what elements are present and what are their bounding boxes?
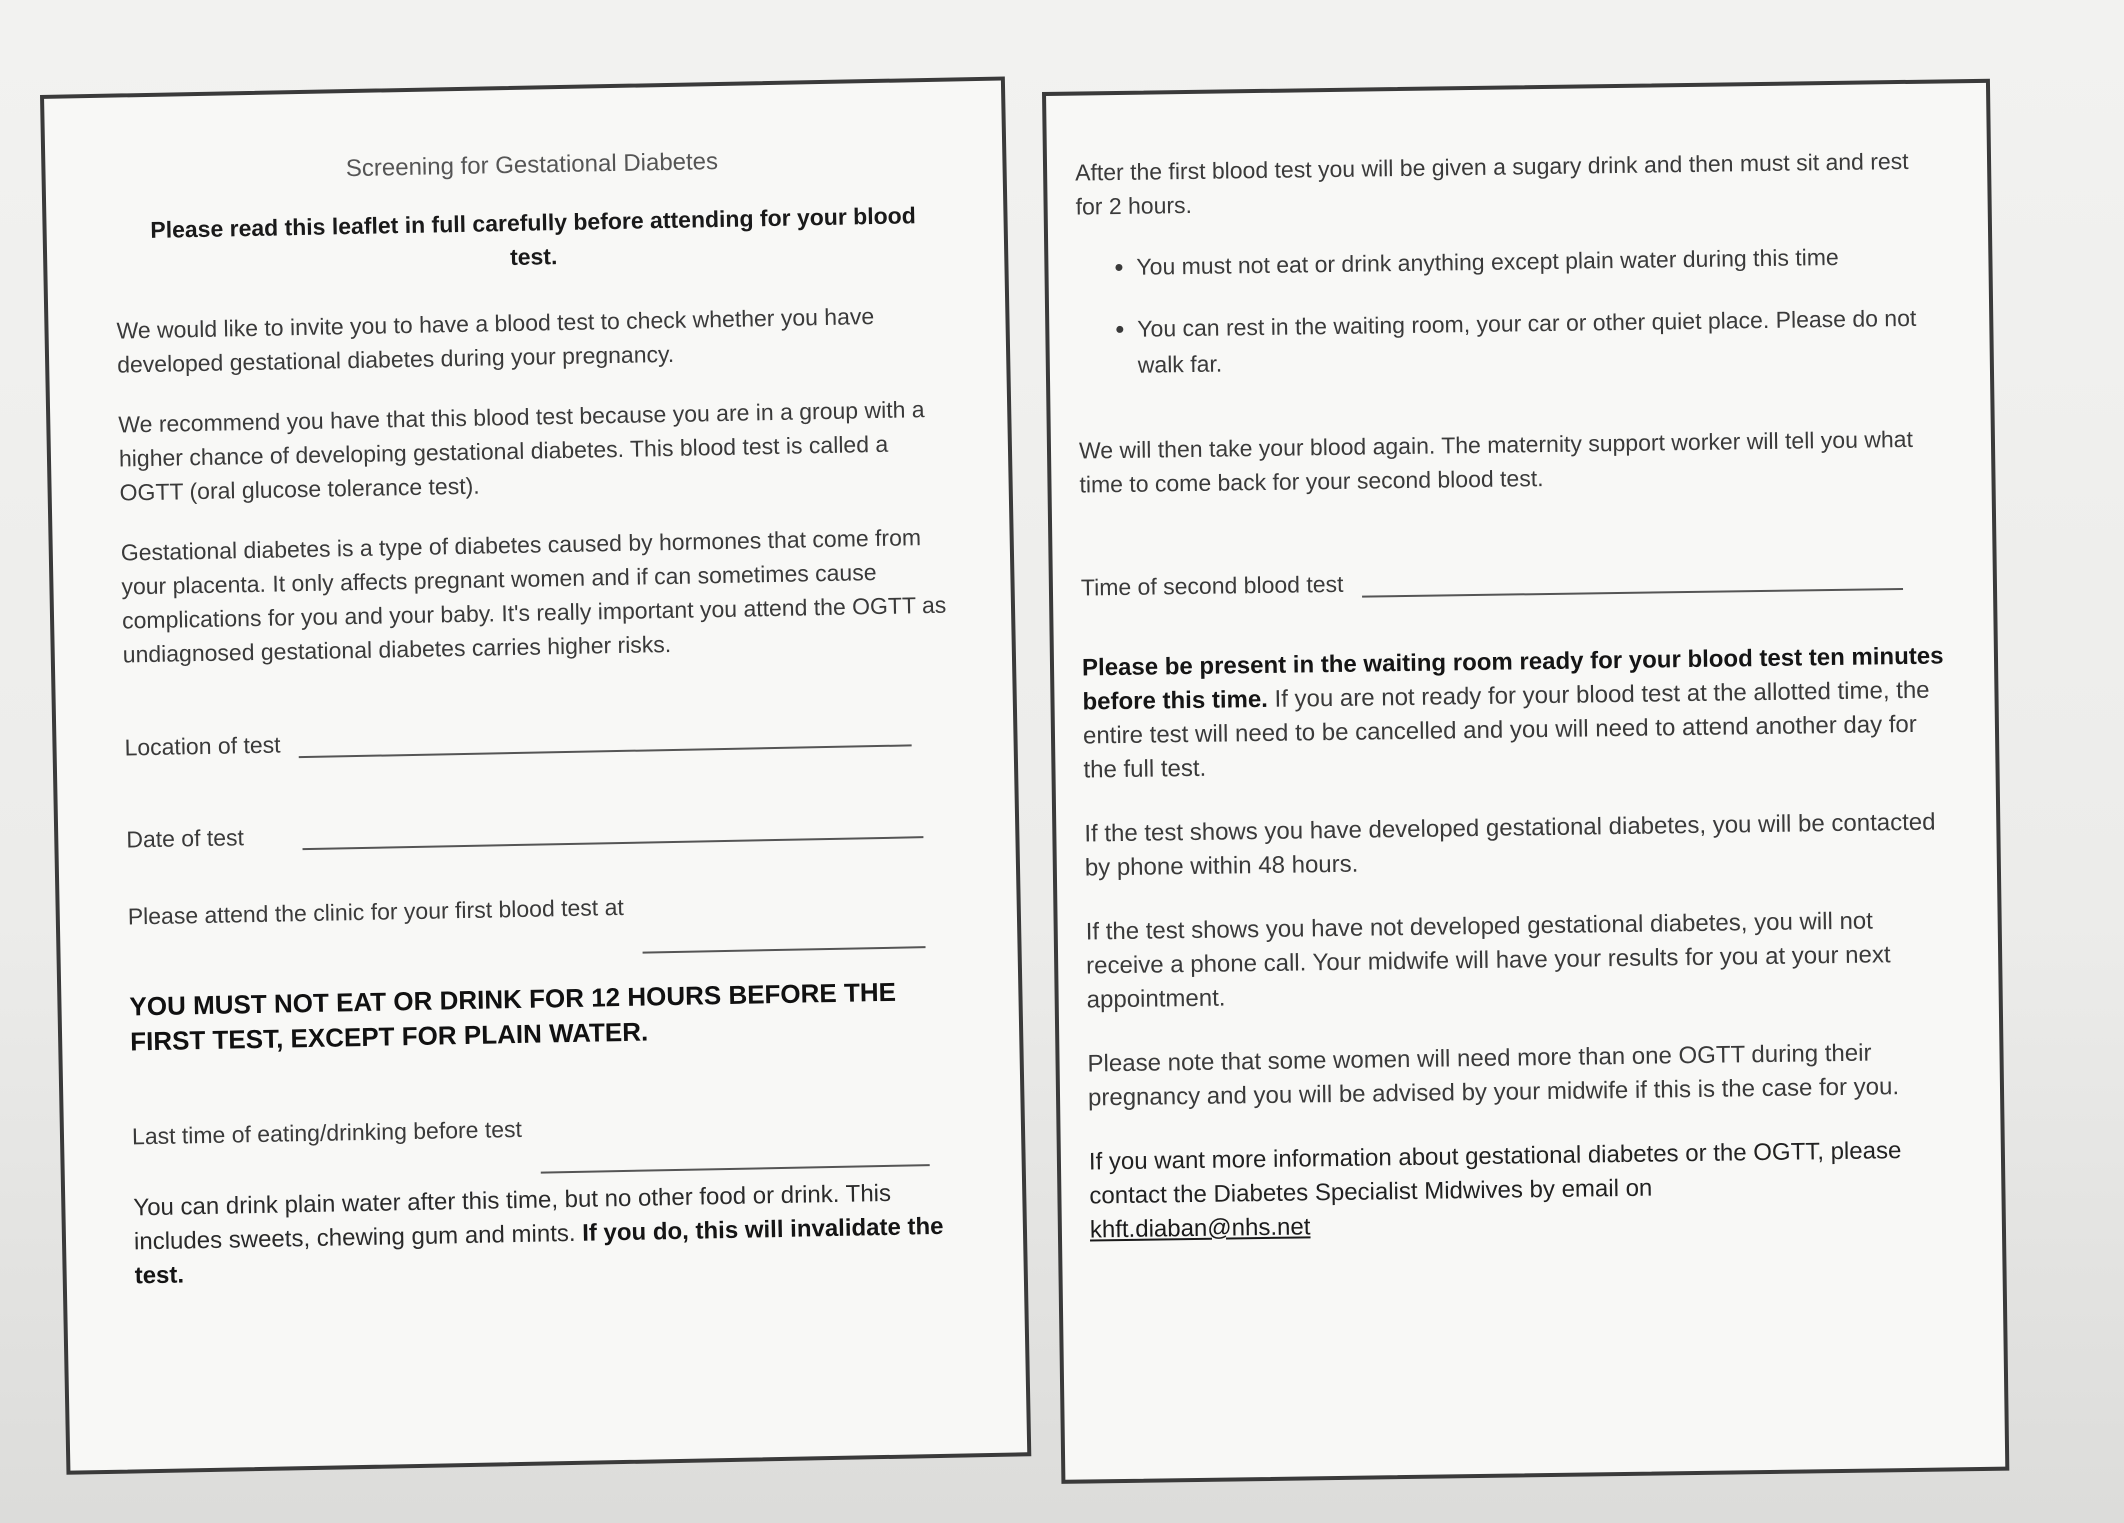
date-field xyxy=(126,787,964,853)
last-meal-label: Last time of eating/drinking before test xyxy=(131,1115,523,1150)
list-item: • You can rest in the waiting room, your car or other quiet place. Please do not walk far. xyxy=(1137,299,1940,382)
first-test-time-field xyxy=(127,879,965,963)
contact-text: If you want more information about gestational diabetes or the OGTT, please contact the Diabetes Specialist Midwives by email on xyxy=(1088,1137,1902,1210)
second-test-time-label: Time of second blood test xyxy=(1080,570,1344,601)
positive-result-paragraph: If the test shows you have developed gestational diabetes, you will be contacted by phone within 48 hours. xyxy=(1084,808,1936,882)
multiple-ogtt-note: Please note that some women will need more than one OGTT during their pregnancy and you will be advised by your midwife if this is the case for you. xyxy=(1087,1039,1900,1112)
recommendation-paragraph: We recommend you have that this blood test because you are in a group with a higher chance of developing gestational diabetes. This blood test is called a OGTT (oral glucose tolerance test). xyxy=(118,396,925,506)
sugary-drink-paragraph: After the first blood test you will be given a sugary drink and then must sit and rest for 2 hours. xyxy=(1074,147,1909,220)
date-label: Date of test xyxy=(126,824,245,853)
contact-email-link[interactable]: khft.diaban@nhs.net xyxy=(1089,1213,1311,1244)
first-test-time-blank-line xyxy=(642,916,926,953)
invitation-paragraph: We would like to invite you to have a blood test to check whether you have developed gestational diabetes during your pregnancy. xyxy=(116,303,875,378)
water-note-text: You can drink plain water after this time, but no other food or drink. This includes sweets, chewing gum and mints. xyxy=(133,1179,892,1256)
second-test-time-field xyxy=(1080,539,1943,601)
negative-result-paragraph: If the test shows you have not developed gestational diabetes, you will not receive a phone call. Your midwife will have your results for you at your next appointment. xyxy=(1085,907,1891,1014)
leaflet-left-page xyxy=(40,76,1031,1474)
location-blank-line xyxy=(298,714,912,758)
be-present-paragraph xyxy=(1082,639,1946,787)
leaflet-right-page xyxy=(1042,79,2009,1484)
location-field xyxy=(124,695,962,761)
first-test-time-label: Please attend the clinic for your first blood test at xyxy=(127,893,624,930)
second-test-time-blank-line xyxy=(1361,558,1903,598)
explanation-paragraph: Gestational diabetes is a type of diabetes caused by hormones that come from your placenta. It only affects pregnant women and if can sometimes cause complications for you and your baby. It's really important you attend the OGTT as undiagnosed gestational diabetes carries higher risks. xyxy=(120,524,947,668)
be-present-rest: If you are not ready for your blood test at the allotted time, the entire test will need to be cancelled and you will need to attend another day for the full test. xyxy=(1082,676,1930,784)
rest-rules-list xyxy=(1076,238,1940,384)
location-label: Location of test xyxy=(124,731,281,761)
read-carefully-notice: Please read this leaflet in full carefully before attending for your blood test. xyxy=(150,202,916,271)
last-meal-blank-line xyxy=(540,1134,930,1173)
be-present-bold: Please be present in the waiting room ready for your blood test ten minutes before this time. xyxy=(1081,642,1944,716)
leaflet-title: Screening for Gestational Diabetes xyxy=(345,147,719,183)
date-blank-line xyxy=(302,806,924,850)
fasting-warning: YOU MUST NOT EAT OR DRINK FOR 12 HOURS BEFORE THE FIRST TEST, EXCEPT FOR PLAIN WATER. xyxy=(129,976,897,1057)
last-meal-field xyxy=(132,1103,970,1181)
invalidate-warning: If you do, this will invalidate the test. xyxy=(134,1212,944,1290)
contact-paragraph xyxy=(1089,1133,1952,1247)
water-note-paragraph xyxy=(133,1175,972,1293)
second-blood-paragraph: We will then take your blood again. The maternity support worker will tell you what time to come back for your second blood test. xyxy=(1078,425,1914,498)
list-item: • You must not eat or drink anything except plain water during this time xyxy=(1136,238,1938,285)
